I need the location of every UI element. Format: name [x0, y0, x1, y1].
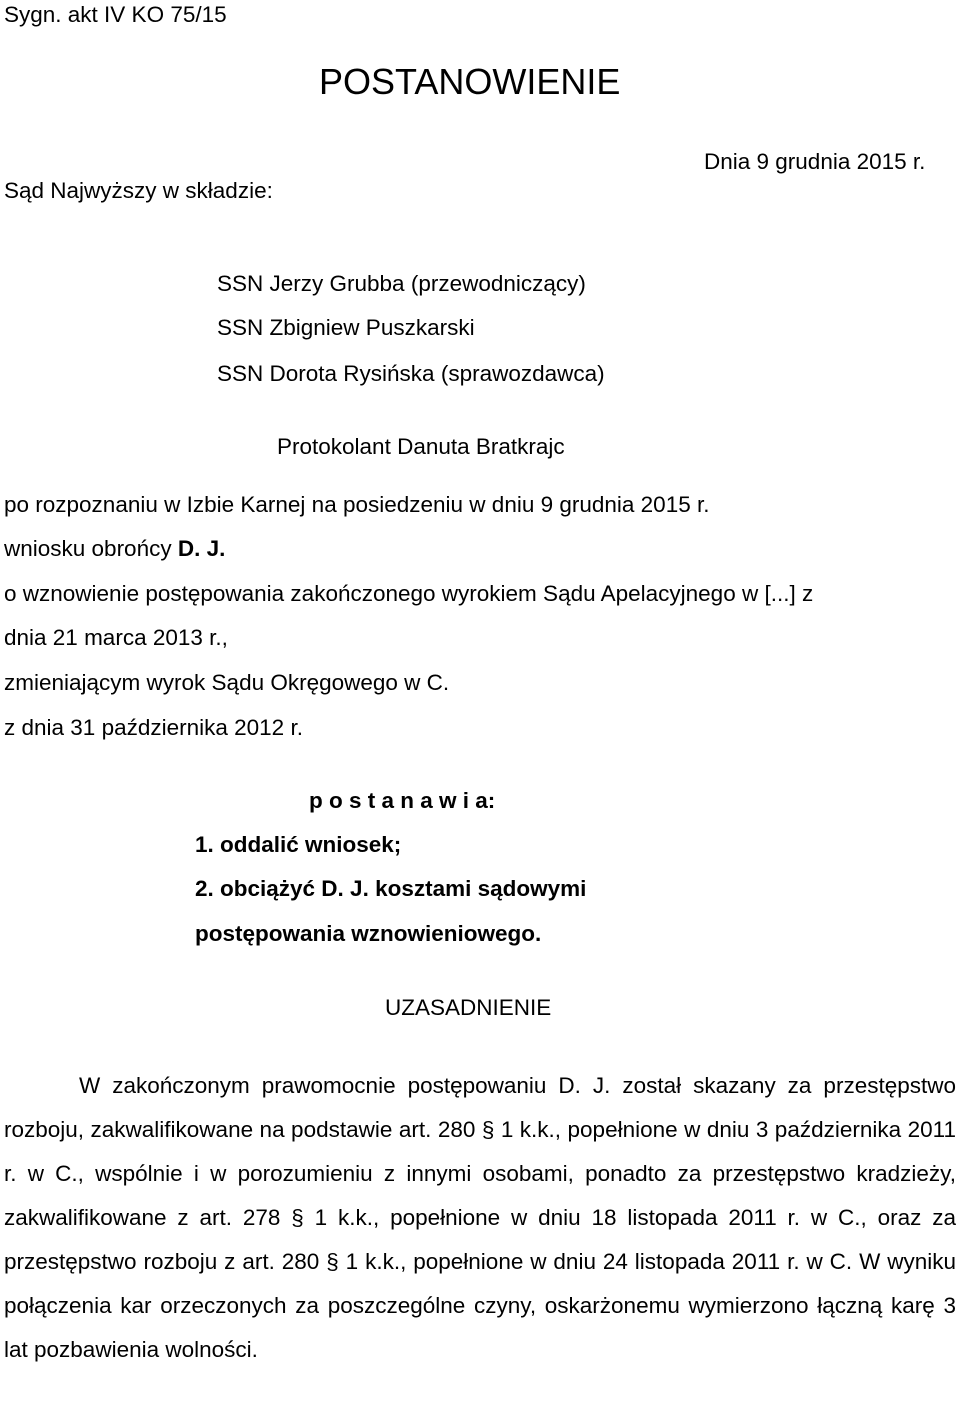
justification-paragraph: W zakończonym prawomocnie postępowaniu D. J. został skazany za przestępstwo rozboju, zakwalifikowane na podstawie art. 280 § 1 k.k., popełnione w dniu 3 października 2011 r. w C., wspólnie i w porozumieniu z innymi osobami, ponadto za przestępstwo kradzieży, zakwalifikowane z art. 278 § 1 k.k., popełnione w dniu 18 listopada 2011 r. w C., oraz za przestępstwo rozboju z art. 280 § 1 k.k., popełnione w dniu 24 listopada 2011 r. w C. W wyniku połączenia kar orzeczonych za poszczególne czyny, oskarżonemu wymierzono łączną karę 3 lat pozbawienia wolności. [4, 1073, 956, 1362]
preamble-subject-line: o wznowienie postępowania zakończonego wyrokiem Sądu Apelacyjnego w [...] z [4, 581, 814, 606]
preamble-lower-court-date-line: z dnia 31 października 2012 r. [4, 715, 303, 740]
preamble-motion-line [4, 534, 225, 564]
case-signature: Sygn. akt IV KO 75/15 [4, 2, 227, 27]
judge-rapporteur: SSN Dorota Rysińska (sprawozdawca) [217, 361, 605, 386]
document-date: Dnia 9 grudnia 2015 r. [704, 149, 926, 174]
preamble-session-line: po rozpoznaniu w Izbie Karnej na posiedzeniu w dniu 9 grudnia 2015 r. [4, 492, 710, 517]
decision-item-1: 1. oddalić wniosek; [195, 832, 402, 857]
preamble-lower-court-line: zmieniającym wyrok Sądu Okręgowego w C. [4, 670, 450, 695]
court-composition-label: Sąd Najwyższy w składzie: [4, 178, 273, 203]
clerk-line: Protokolant Danuta Bratkrajc [277, 434, 565, 459]
document-title: POSTANOWIENIE [319, 61, 621, 102]
decision-heading: p o s t a n a w i a: [309, 788, 496, 813]
justification-heading: UZASADNIENIE [385, 995, 552, 1020]
decision-item-2: 2. obciążyć D. J. kosztami sądowymi [195, 876, 587, 901]
decision-item-2-continuation: postępowania wznowieniowego. [195, 921, 542, 946]
motion-party: D. J. [177, 536, 226, 561]
motion-prefix: wniosku obrońcy [4, 536, 178, 561]
judge-member: SSN Zbigniew Puszkarski [217, 315, 475, 340]
judge-presiding: SSN Jerzy Grubba (przewodniczący) [217, 271, 586, 296]
preamble-appeal-date-line: dnia 21 marca 2013 r., [4, 625, 228, 650]
